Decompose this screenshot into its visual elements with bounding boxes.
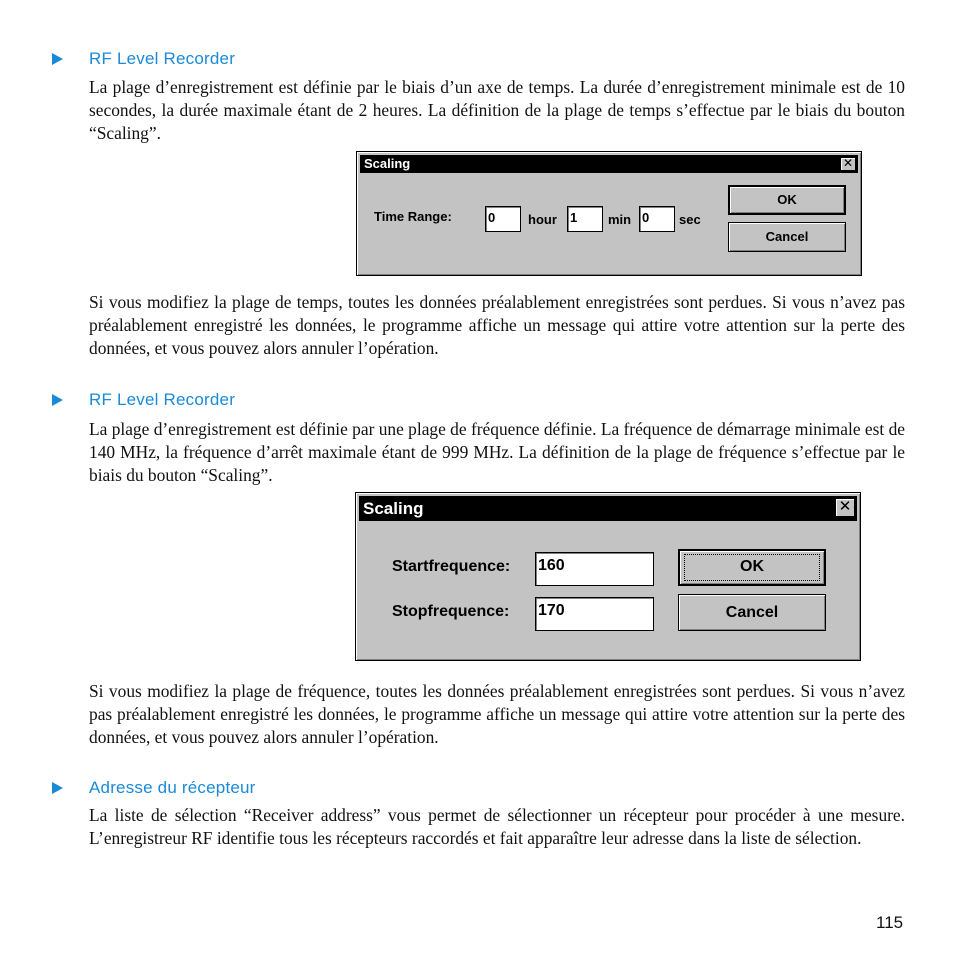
time-range-label: Time Range: [374, 209, 452, 224]
sec-label: sec [679, 212, 701, 227]
min-input[interactable]: 1 [567, 206, 603, 232]
ok-button-label: OK [740, 558, 764, 575]
arrow-right-icon [52, 53, 63, 65]
close-icon[interactable]: ✕ [835, 498, 855, 517]
stopfrequence-input[interactable]: 170 [535, 597, 654, 631]
stopfrequence-label: Stopfrequence: [392, 603, 510, 620]
section-heading-text: RF Level Recorder [89, 49, 236, 68]
cancel-button[interactable] [728, 222, 846, 252]
dialog-title: Scaling [364, 156, 411, 171]
dialog-titlebar [359, 496, 857, 521]
dialog-title: Scaling [363, 499, 424, 518]
scaling-time-dialog [356, 151, 862, 276]
cancel-button-label: Cancel [765, 229, 809, 244]
scaling-frequency-dialog [355, 492, 861, 661]
startfrequence-label: Startfrequence: [392, 558, 511, 575]
paragraph-frequency-intro: La plage d’enregistrement est définie par une plage de fréquence définie. La fréquence de démarrage minimale est de 140 MHz, la fréquence d’arrêt maximale étant de 999 MHz. La définition de la plage de fréquence s’effectue par le biais du bouton “Scaling”. [89, 419, 905, 485]
min-label: min [608, 212, 632, 227]
hour-input[interactable]: 0 [485, 206, 521, 232]
arrow-right-icon [52, 394, 63, 406]
ok-button-label: OK [777, 192, 797, 207]
arrow-right-icon [52, 782, 63, 794]
cancel-button-label: Cancel [725, 604, 779, 621]
sec-input[interactable]: 0 [639, 206, 675, 232]
cancel-button[interactable] [678, 594, 826, 631]
section-heading-receiver-address [52, 777, 256, 799]
close-icon[interactable]: ✕ [840, 157, 856, 171]
page-number: 115 [876, 913, 904, 932]
section-heading-frequency [52, 389, 235, 411]
startfrequence-input[interactable]: 160 [535, 552, 654, 586]
paragraph-receiver-address: La liste de sélection “Receiver address” vous permet de sélectionner un récepteur pour procéder à une mesure. L’enregistreur RF identifie tous les récepteurs raccordés et fait apparaître leur adresse dans la liste de sélection. [89, 805, 905, 848]
hour-label: hour [528, 212, 557, 227]
paragraph-time-intro: La plage d’enregistrement est définie par le biais d’un axe de temps. La durée d’enregistrement minimale est de 10 secondes, la durée maximale étant de 2 heures. La définition de la plage de temps s’effectue par le biais du bouton “Scaling”. [89, 77, 905, 143]
section-heading-text: Adresse du récepteur [89, 778, 256, 797]
paragraph-time-warning: Si vous modifiez la plage de temps, toutes les données préalablement enregistrées sont perdues. Si vous n’avez pas préalablement enregistré les données, le programme affiche un message qui attire votre attention sur la perte des données, et vous pouvez alors annuler l’opération. [89, 292, 905, 358]
paragraph-frequency-warning: Si vous modifiez la plage de fréquence, toutes les données préalablement enregistrées sont perdues. Si vous n’avez pas préalablement enregistré les données, le programme affiche un message qui attire votre attention sur la perte des données, et vous pouvez alors annuler l’opération. [89, 681, 905, 747]
section-heading-time [52, 48, 235, 70]
dialog-titlebar [360, 155, 858, 173]
ok-button[interactable] [728, 185, 846, 215]
ok-button[interactable] [678, 549, 826, 586]
section-heading-text: RF Level Recorder [89, 390, 236, 409]
